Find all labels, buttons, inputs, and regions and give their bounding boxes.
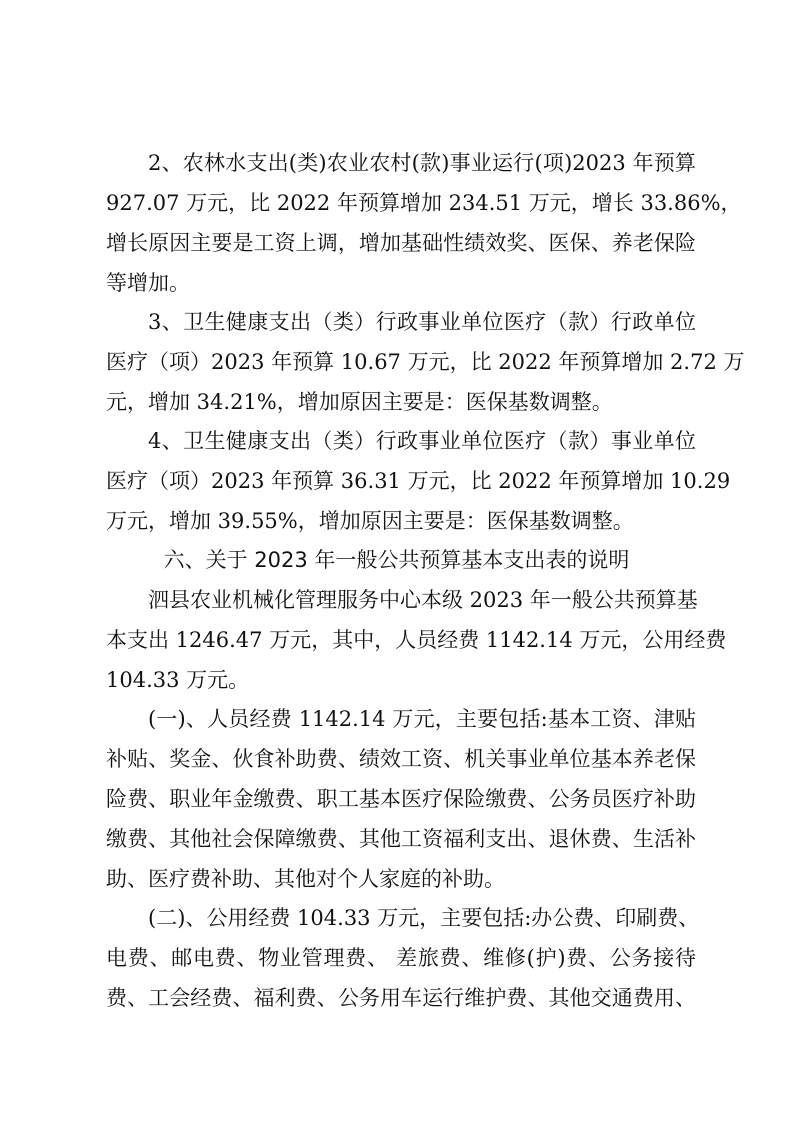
text-line: (一)、人员经费 1142.14 万元，主要包括:基本工资、津贴 (148, 707, 696, 731)
text-line: 927.07 万元，比 2022 年预算增加 234.51 万元，增长 33.86%， (106, 191, 742, 215)
text-line: 补贴、奖金、伙食补助费、绩效工资、机关事业单位基本养老保 (106, 747, 696, 771)
text-line: (二)、公用经费 104.33 万元，主要包括:办公费、印刷费、 (148, 906, 700, 930)
text-line: 助、医疗费补助、其他对个人家庭的补助。 (106, 867, 505, 891)
text-line: 电费、邮电费、物业管理费、 差旅费、维修(护)费、公务接待 (106, 946, 696, 970)
text-line: 本支出 1246.47 万元，其中，人员经费 1142.14 万元，公用经费 (106, 628, 727, 652)
section-heading: 六、关于 2023 年一般公共预算基本支出表的说明 (163, 548, 630, 572)
text-line: 缴费、其他社会保障缴费、其他工资福利支出、退休费、生活补 (106, 827, 696, 851)
text-line: 万元，增加 39.55%，增加原因主要是：医保基数调整。 (106, 509, 634, 533)
text-line: 等增加。 (106, 271, 190, 295)
text-line: 费、工会经费、福利费、公务用车运行维护费、其他交通费用、 (106, 986, 696, 1010)
text-line: 医疗（项）2023 年预算 36.31 万元，比 2022 年预算增加 10.29 (106, 469, 731, 493)
text-line: 险费、职业年金缴费、职工基本医疗保险缴费、公务员医疗补助 (106, 787, 696, 811)
text-line: 104.33 万元。 (106, 668, 250, 692)
text-line: 元，增加 34.21%，增加原因主要是：医保基数调整。 (106, 390, 613, 414)
text-line: 医疗（项）2023 年预算 10.67 万元，比 2022 年预算增加 2.72 万 (106, 350, 745, 374)
text-line: 3、卫生健康支出（类）行政事业单位医疗（款）行政单位 (148, 310, 696, 334)
text-line: 增长原因主要是工资上调，增加基础性绩效奖、医保、养老保险 (106, 231, 696, 255)
text-line: 4、卫生健康支出（类）行政事业单位医疗（款）事业单位 (148, 429, 696, 453)
text-line: 泗县农业机械化管理服务中心本级 2023 年一般公共预算基 (148, 588, 698, 612)
text-line: 2、农林水支出(类)农业农村(款)事业运行(项)2023 年预算 (148, 151, 696, 175)
